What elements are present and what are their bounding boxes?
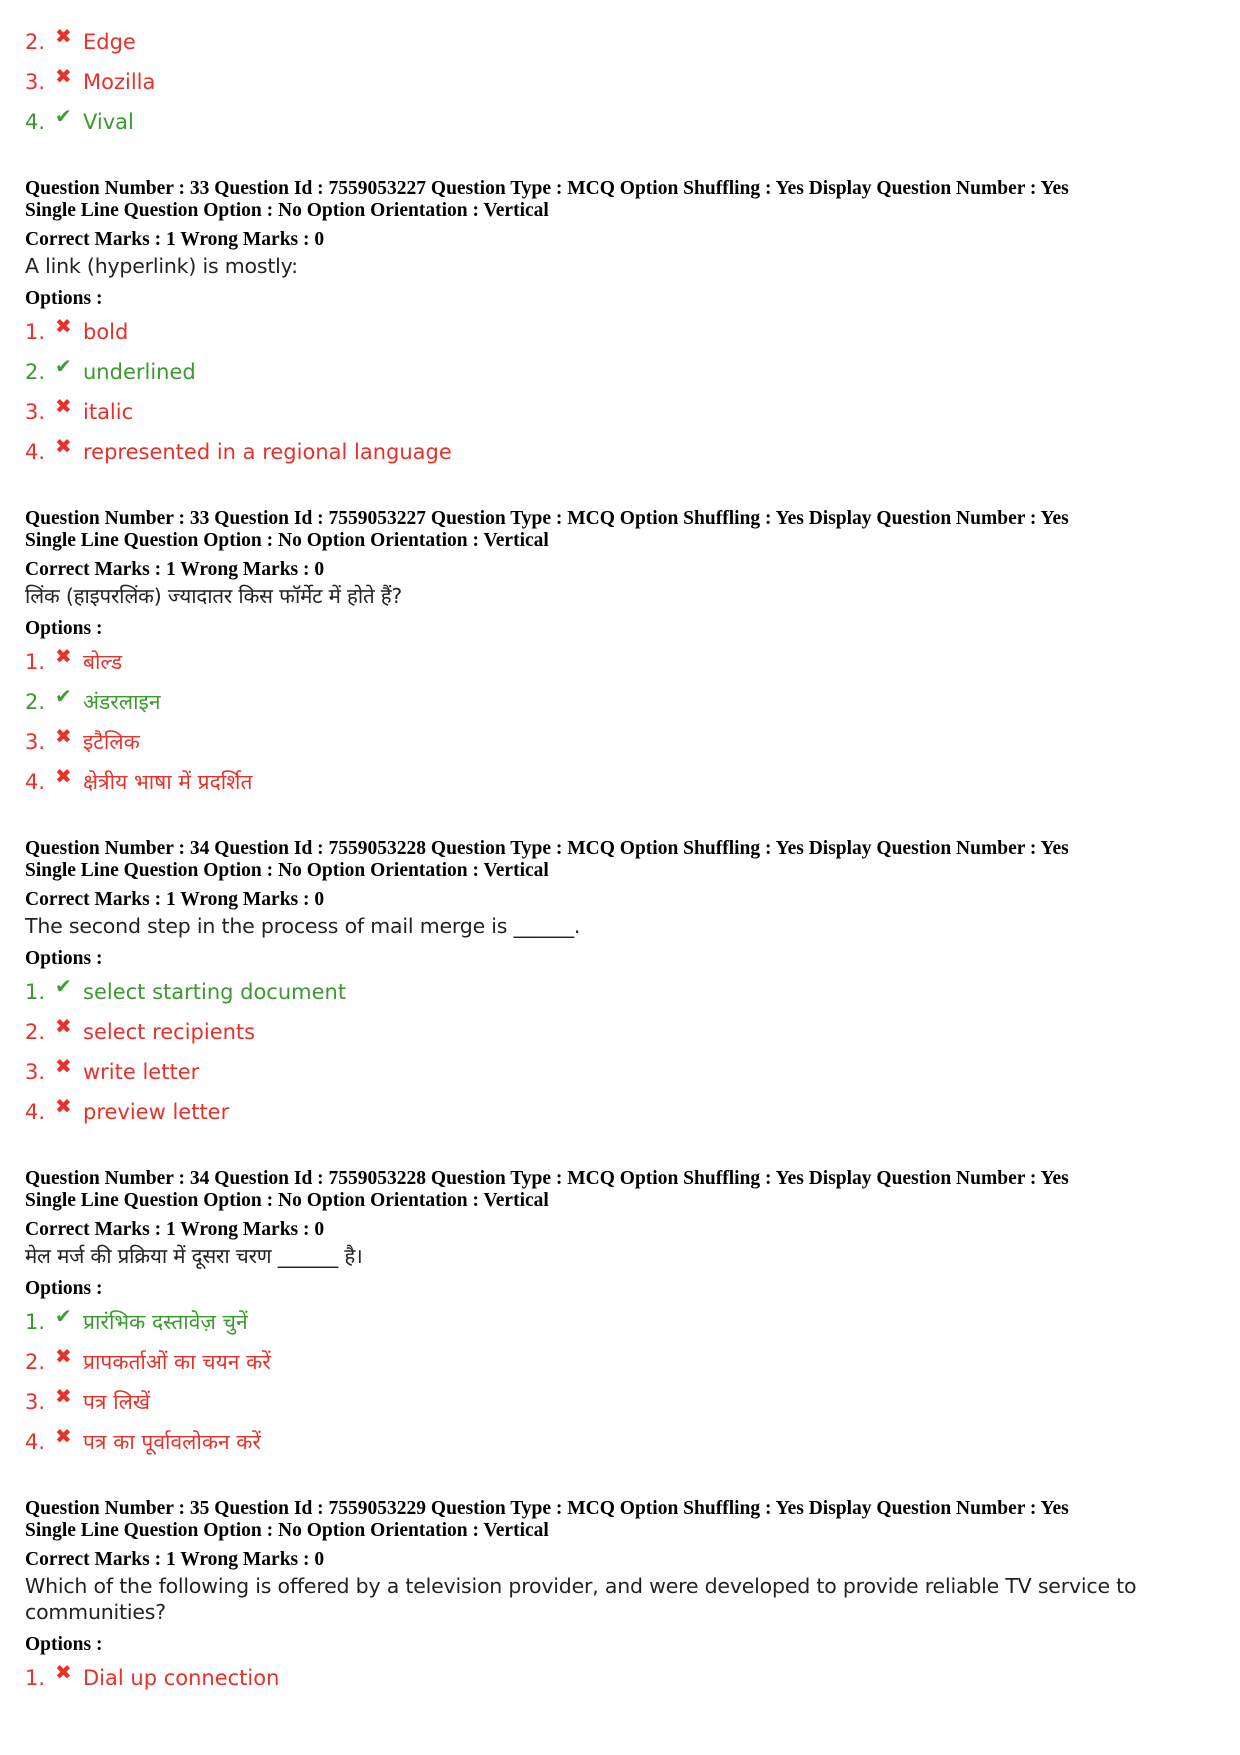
option-number: 3. bbox=[25, 730, 46, 754]
question-block bbox=[25, 1498, 1215, 1698]
cross-icon: ✖ bbox=[55, 394, 72, 418]
question-meta-line2: Single Line Question Option : No Option Orientation : Vertical bbox=[25, 200, 549, 221]
cross-icon: ✖ bbox=[55, 724, 72, 748]
option-item bbox=[25, 722, 1215, 762]
question-meta-line2: Single Line Question Option : No Option Orientation : Vertical bbox=[25, 860, 549, 881]
option-number: 1. bbox=[25, 650, 46, 674]
option-text: represented in a regional language bbox=[83, 440, 452, 464]
check-icon: ✔ bbox=[55, 354, 72, 378]
cross-icon: ✖ bbox=[55, 644, 72, 668]
option-text: अंडरलाइन bbox=[83, 690, 161, 714]
cross-icon: ✖ bbox=[55, 1094, 72, 1118]
option-text: प्रापकर्ताओं का चयन करें bbox=[83, 1350, 271, 1374]
options-label: Options : bbox=[25, 948, 103, 969]
option-text: Mozilla bbox=[83, 70, 156, 94]
question-text: लिंक (हाइपरलिंक) ज्यादातर किस फॉर्मेट में होते हैं? bbox=[25, 584, 403, 608]
option-item bbox=[25, 682, 1215, 722]
option-number: 3. bbox=[25, 1390, 46, 1414]
option-item bbox=[25, 312, 1215, 352]
option-number: 2. bbox=[25, 360, 46, 384]
option-text: प्रारंभिक दस्तावेज़ चुनें bbox=[83, 1310, 248, 1334]
option-text: क्षेत्रीय भाषा में प्रदर्शित bbox=[83, 770, 253, 794]
question-text: The second step in the process of mail merge is ______. bbox=[25, 914, 581, 938]
cross-icon: ✖ bbox=[55, 434, 72, 458]
question-block bbox=[25, 1168, 1215, 1462]
option-item bbox=[25, 1422, 1215, 1462]
option-number: 2. bbox=[25, 1350, 46, 1374]
option-text: इटैलिक bbox=[83, 730, 140, 754]
option-item bbox=[25, 1052, 1215, 1092]
check-icon: ✔ bbox=[55, 974, 72, 998]
option-item bbox=[25, 1342, 1215, 1382]
question-marks: Correct Marks : 1 Wrong Marks : 0 bbox=[25, 229, 325, 250]
top-options-list bbox=[25, 22, 1215, 142]
option-text: bold bbox=[83, 320, 129, 344]
question-meta-line1: Question Number : 34 Question Id : 7559053228 Question Type : MCQ Option Shuffling : Yes Display Question Number : Yes bbox=[25, 838, 1069, 859]
option-text: italic bbox=[83, 400, 134, 424]
question-meta-line2: Single Line Question Option : No Option Orientation : Vertical bbox=[25, 530, 549, 551]
option-number: 1. bbox=[25, 1666, 46, 1690]
option-text: select starting document bbox=[83, 980, 347, 1004]
option-item bbox=[25, 392, 1215, 432]
option-number: 3. bbox=[25, 70, 46, 94]
question-text: मेल मर्ज की प्रक्रिया में दूसरा चरण ______ है। bbox=[25, 1244, 363, 1268]
cross-icon: ✖ bbox=[55, 1344, 72, 1368]
option-text: Edge bbox=[83, 30, 136, 54]
option-item bbox=[25, 352, 1215, 392]
options-label: Options : bbox=[25, 1634, 103, 1655]
cross-icon: ✖ bbox=[55, 1424, 72, 1448]
option-item bbox=[25, 432, 1215, 472]
question-block bbox=[25, 508, 1215, 802]
question-meta-line1: Question Number : 35 Question Id : 7559053229 Question Type : MCQ Option Shuffling : Yes Display Question Number : Yes bbox=[25, 1498, 1069, 1519]
option-text: Dial up connection bbox=[83, 1666, 280, 1690]
option-item bbox=[25, 102, 1215, 142]
options-label: Options : bbox=[25, 1278, 103, 1299]
cross-icon: ✖ bbox=[55, 24, 72, 48]
option-number: 1. bbox=[25, 1310, 46, 1334]
question-text: A link (hyperlink) is mostly: bbox=[25, 254, 298, 278]
check-icon: ✔ bbox=[55, 104, 72, 128]
option-number: 1. bbox=[25, 320, 46, 344]
option-text: preview letter bbox=[83, 1100, 230, 1124]
cross-icon: ✖ bbox=[55, 1014, 72, 1038]
option-text: select recipients bbox=[83, 1020, 256, 1044]
option-text: underlined bbox=[83, 360, 196, 384]
question-text: Which of the following is offered by a television provider, and were developed to provide reliable TV service to communities? bbox=[25, 1574, 1137, 1624]
question-block bbox=[25, 838, 1215, 1132]
cross-icon: ✖ bbox=[55, 1054, 72, 1078]
option-item bbox=[25, 22, 1215, 62]
cross-icon: ✖ bbox=[55, 314, 72, 338]
option-number: 3. bbox=[25, 1060, 46, 1084]
option-number: 4. bbox=[25, 770, 46, 794]
question-marks: Correct Marks : 1 Wrong Marks : 0 bbox=[25, 1549, 325, 1570]
option-item bbox=[25, 1012, 1215, 1052]
check-icon: ✔ bbox=[55, 684, 72, 708]
question-meta-line1: Question Number : 33 Question Id : 7559053227 Question Type : MCQ Option Shuffling : Yes Display Question Number : Yes bbox=[25, 508, 1069, 529]
options-label: Options : bbox=[25, 618, 103, 639]
option-item bbox=[25, 762, 1215, 802]
question-paper bbox=[25, 22, 1215, 1698]
option-number: 2. bbox=[25, 1020, 46, 1044]
option-number: 4. bbox=[25, 440, 46, 464]
option-item bbox=[25, 1382, 1215, 1422]
question-marks: Correct Marks : 1 Wrong Marks : 0 bbox=[25, 559, 325, 580]
option-number: 2. bbox=[25, 690, 46, 714]
question-marks: Correct Marks : 1 Wrong Marks : 0 bbox=[25, 1219, 325, 1240]
options-label: Options : bbox=[25, 288, 103, 309]
option-item bbox=[25, 1302, 1215, 1342]
option-number: 1. bbox=[25, 980, 46, 1004]
question-meta-line2: Single Line Question Option : No Option Orientation : Vertical bbox=[25, 1190, 549, 1211]
option-text: बोल्ड bbox=[83, 650, 123, 674]
option-number: 4. bbox=[25, 1430, 46, 1454]
question-meta-line1: Question Number : 33 Question Id : 7559053227 Question Type : MCQ Option Shuffling : Yes Display Question Number : Yes bbox=[25, 178, 1069, 199]
cross-icon: ✖ bbox=[55, 64, 72, 88]
question-marks: Correct Marks : 1 Wrong Marks : 0 bbox=[25, 889, 325, 910]
option-item bbox=[25, 62, 1215, 102]
option-item bbox=[25, 642, 1215, 682]
cross-icon: ✖ bbox=[55, 764, 72, 788]
option-item bbox=[25, 972, 1215, 1012]
question-meta-line2: Single Line Question Option : No Option Orientation : Vertical bbox=[25, 1520, 549, 1541]
cross-icon: ✖ bbox=[55, 1384, 72, 1408]
question-block bbox=[25, 178, 1215, 472]
option-number: 3. bbox=[25, 400, 46, 424]
option-text: write letter bbox=[83, 1060, 200, 1084]
question-meta-line1: Question Number : 34 Question Id : 7559053228 Question Type : MCQ Option Shuffling : Yes Display Question Number : Yes bbox=[25, 1168, 1069, 1189]
option-item bbox=[25, 1658, 1215, 1698]
cross-icon: ✖ bbox=[55, 1660, 72, 1684]
option-text: Vival bbox=[83, 110, 134, 134]
option-text: पत्र का पूर्वावलोकन करें bbox=[83, 1430, 262, 1454]
check-icon: ✔ bbox=[55, 1304, 72, 1328]
option-number: 2. bbox=[25, 30, 46, 54]
option-text: पत्र लिखें bbox=[83, 1390, 151, 1414]
option-number: 4. bbox=[25, 1100, 46, 1124]
option-item bbox=[25, 1092, 1215, 1132]
option-number: 4. bbox=[25, 110, 46, 134]
